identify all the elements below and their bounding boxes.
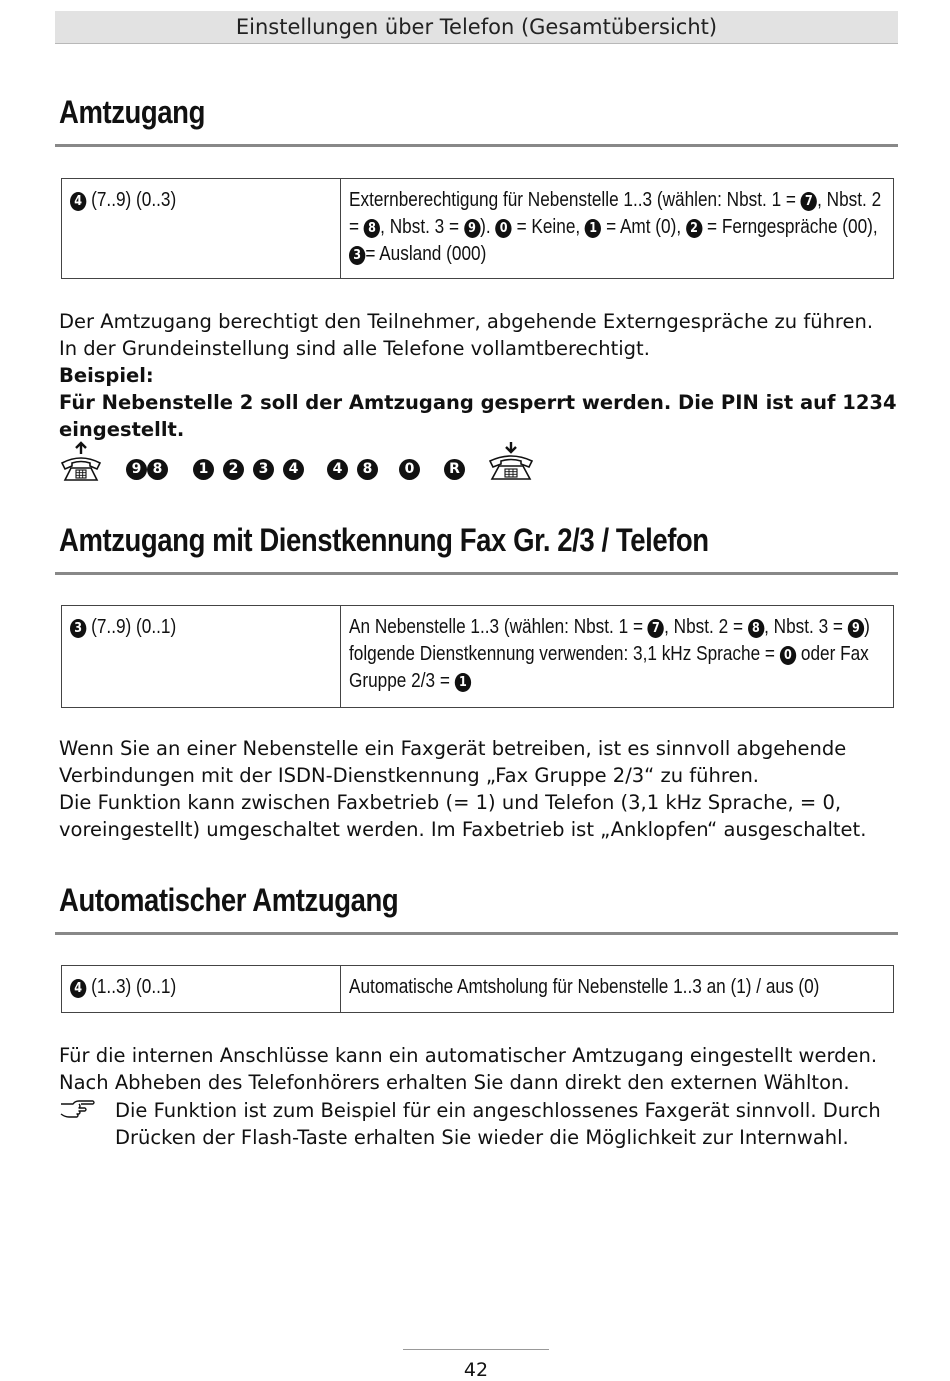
section-body-amtzugang — [59, 308, 899, 443]
key-4b: 4 — [327, 459, 348, 480]
code-circle: 3 — [70, 619, 86, 638]
code-table-amtzugang — [61, 178, 894, 279]
paragraph: Der Amtzugang berechtigt den Teilnehmer, abgehende Externgespräche zu führen. — [59, 310, 874, 333]
code-circle: 4 — [70, 979, 86, 998]
section-title-dienstkennung: Amtzugang mit Dienstkennung Fax Gr. 2/3 / Telefon — [59, 522, 709, 558]
description-cell — [341, 966, 894, 1013]
section-rule — [55, 144, 898, 147]
section-title-amtzugang: Amtzugang — [59, 94, 205, 130]
section-rule — [55, 572, 898, 575]
pointing-hand-icon — [59, 1098, 95, 1127]
section-title-automatischer-amtzugang: Automatischer Amtzugang — [59, 882, 399, 918]
note — [59, 1097, 899, 1151]
running-header — [55, 11, 898, 44]
code-table-dienstkennung — [61, 605, 894, 708]
code-circle: 4 — [70, 192, 86, 211]
code-cell — [62, 606, 341, 708]
section-body-automatisch — [59, 1042, 899, 1096]
phone-off-hook-icon — [59, 441, 103, 487]
code-text: (1..3) (0..1) — [86, 976, 177, 998]
key-8b: 8 — [357, 459, 378, 480]
code-table-automatisch — [61, 965, 894, 1013]
key-2: 2 — [223, 459, 244, 480]
description-cell — [341, 606, 894, 708]
paragraph: Nach Abheben des Telefonhörers erhalten Sie dann direkt den externen Wählton. — [59, 1071, 850, 1094]
paragraph: In der Grundeinstellung sind alle Telefone vollamtberechtigt. — [59, 337, 650, 360]
example-label: Beispiel: — [59, 364, 154, 387]
key-8: 8 — [147, 459, 168, 480]
description-text: Automatische Amtsholung für Nebenstelle 1..3 an (1) / aus (0) — [349, 976, 820, 998]
key-3: 3 — [253, 459, 274, 480]
page-number: 42 — [463, 1359, 489, 1381]
note-text: Die Funktion ist zum Beispiel für ein angeschlossenes Faxgerät sinnvoll. Durch Drücken der Flash-Taste erhalten Sie wieder die Möglichkeit zur Internwahl. — [115, 1099, 881, 1149]
description-text: Externberechtigung für Nebenstelle 1..3 (wählen: Nbst. 1 = 7 , Nbst. 2 = 8 , Nbst. 3 = 9 ). 0 = Keine, 1 = Amt (0), 2 = Ferngespräche (00), 3 = Ausland (000) — [349, 189, 882, 265]
key-1: 1 — [193, 459, 214, 480]
section-rule — [55, 932, 898, 935]
description-cell — [341, 179, 894, 279]
description-text: An Nebenstelle 1..3 (wählen: Nbst. 1 = 7 , Nbst. 2 = 8 , Nbst. 3 = 9 ) folgende Dienstkennung verwenden: 3,1 kHz Sprache = 0 oder Fax Gruppe 2/3 = 1 — [349, 616, 870, 692]
code-text: (7..9) (0..3) — [86, 189, 177, 211]
code-text: (7..9) (0..1) — [86, 616, 177, 638]
key-r: R — [444, 459, 465, 480]
paragraph: Wenn Sie an einer Nebenstelle ein Faxgerät betreiben, ist es sinnvoll abgehende Verbindungen mit der ISDN-Dienstkennung „Fax Gruppe 2/3“ zu führen. — [59, 737, 847, 787]
footer-rule — [403, 1349, 549, 1350]
example-text: Für Nebenstelle 2 soll der Amtzugang gesperrt werden. Die PIN ist auf 1234 eingestellt. — [59, 391, 897, 441]
paragraph: Die Funktion kann zwischen Faxbetrieb (= 1) und Telefon (3,1 kHz Sprache, = 0, voreingestellt) umgeschaltet werden. Im Faxbetrieb ist „Anklopfen“ ausgeschaltet. — [59, 791, 867, 841]
key-9: 9 — [126, 459, 147, 480]
section-body-dienstkennung — [59, 735, 899, 843]
key-0: 0 — [399, 459, 420, 480]
key-4: 4 — [283, 459, 304, 480]
header-title: Einstellungen über Telefon (Gesamtübersicht) — [235, 15, 718, 39]
code-cell — [62, 966, 341, 1013]
phone-on-hook-icon — [486, 441, 536, 487]
code-cell — [62, 179, 341, 279]
paragraph: Für die internen Anschlüsse kann ein automatischer Amtzugang eingestellt werden. — [59, 1044, 878, 1067]
